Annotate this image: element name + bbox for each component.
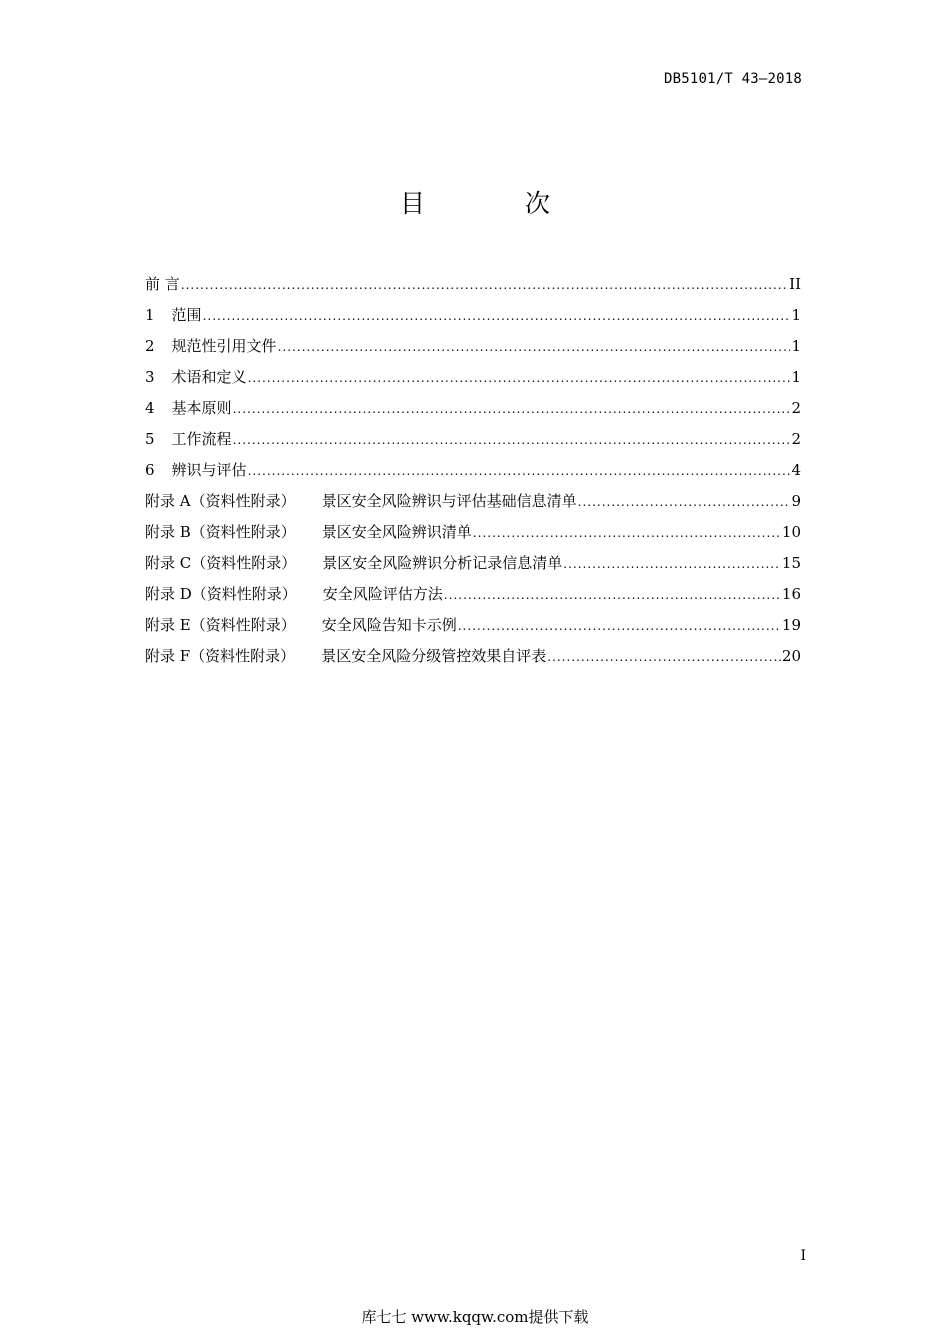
toc-entry-page: 15 (781, 554, 801, 572)
toc-entry[interactable] (145, 459, 801, 490)
toc-entry-number: 2 (145, 337, 155, 355)
toc-entry-page: 10 (781, 523, 801, 541)
toc-leader-dots (203, 309, 791, 323)
toc-entry-number: 前 言 (145, 275, 180, 293)
toc-leader-dots (563, 557, 781, 571)
toc-entry-title: 工作流程 (171, 430, 232, 448)
toc-entry-number: 附录 F（资料性附录） (145, 647, 296, 665)
toc-entry-number: 附录 E（资料性附录） (145, 616, 296, 634)
toc-entry-number: 附录 B（资料性附录） (145, 523, 296, 541)
toc-entry-label (145, 366, 247, 387)
toc-entry-label (145, 304, 202, 325)
toc-entry-page: 19 (781, 616, 801, 634)
toc-entry-title: 基本原则 (171, 399, 232, 417)
toc-entry-label (145, 273, 180, 294)
toc-entry-title: 安全风险评估方法 (322, 585, 443, 603)
toc-entry-title: 安全风险告知卡示例 (321, 616, 457, 634)
toc-leader-dots (458, 619, 781, 633)
toc-entry-number: 附录 D（资料性附录） (145, 585, 297, 603)
toc-entry[interactable] (145, 490, 801, 521)
toc-entry-page: 16 (781, 585, 801, 603)
toc-entry-number: 1 (145, 306, 155, 324)
toc-leader-dots (248, 371, 791, 385)
toc-entry-number: 3 (145, 368, 155, 386)
toc-entry[interactable] (145, 614, 801, 645)
toc-entry-title: 范围 (171, 306, 202, 324)
toc-leader-dots (233, 433, 791, 447)
toc-entry-label (145, 583, 443, 604)
toc-entry-title: 景区安全风险辨识与评估基础信息清单 (321, 492, 577, 510)
toc-entry-page: 1 (791, 368, 801, 386)
toc-entry[interactable] (145, 428, 801, 459)
toc-entry-page: 20 (781, 647, 801, 665)
toc-entry-title: 术语和定义 (171, 368, 247, 386)
toc-entry-page: 2 (791, 399, 801, 417)
toc-entry-page: 4 (791, 461, 801, 479)
toc-leader-dots (278, 340, 791, 354)
toc-entry-title: 景区安全风险辨识分析记录信息清单 (322, 554, 563, 572)
toc-entry-label (145, 614, 457, 635)
toc-entry-title: 辨识与评估 (171, 461, 247, 479)
table-of-contents (145, 273, 801, 676)
toc-leader-dots (444, 588, 781, 602)
toc-entry-page: 1 (791, 306, 801, 324)
toc-entry-title: 景区安全风险分级管控效果自评表 (321, 647, 547, 665)
toc-entry[interactable] (145, 273, 801, 304)
document-code: DB5101/T 43—2018 (663, 71, 802, 87)
toc-entry-page: 2 (791, 430, 801, 448)
toc-leader-dots (578, 495, 791, 509)
toc-entry-number: 5 (145, 430, 155, 448)
toc-entry[interactable] (145, 335, 801, 366)
toc-entry-label (145, 645, 546, 666)
toc-entry[interactable] (145, 366, 801, 397)
toc-leader-dots (473, 526, 781, 540)
toc-entry[interactable] (145, 397, 801, 428)
page-title: 目 次 (400, 189, 596, 218)
toc-entry-title: 景区安全风险辨识清单 (321, 523, 472, 541)
toc-leader-dots (181, 278, 788, 292)
toc-entry-title: 规范性引用文件 (171, 337, 277, 355)
watermark-text: 库七七 www.kqqw.com提供下载 (361, 1308, 589, 1326)
toc-entry-label (145, 397, 232, 418)
toc-entry[interactable] (145, 583, 801, 614)
toc-leader-dots (547, 650, 781, 664)
toc-entry[interactable] (145, 521, 801, 552)
toc-entry-page: II (789, 275, 801, 293)
toc-entry-number: 附录 C（资料性附录） (145, 554, 297, 572)
toc-entry[interactable] (145, 645, 801, 676)
toc-entry-number: 4 (145, 399, 155, 417)
toc-leader-dots (248, 464, 791, 478)
toc-entry-label (145, 459, 247, 480)
toc-entry-label (145, 335, 277, 356)
toc-entry-label (145, 552, 562, 573)
toc-entry-label (145, 428, 232, 449)
toc-leader-dots (233, 402, 791, 416)
toc-entry-page: 9 (791, 492, 801, 510)
toc-entry-page: 1 (791, 337, 801, 355)
page-number: I (800, 1248, 806, 1264)
toc-entry[interactable] (145, 304, 801, 335)
toc-entry-number: 6 (145, 461, 155, 479)
toc-entry[interactable] (145, 552, 801, 583)
toc-entry-label (145, 490, 577, 511)
toc-entry-number: 附录 A（资料性附录） (145, 492, 296, 510)
toc-entry-label (145, 521, 472, 542)
